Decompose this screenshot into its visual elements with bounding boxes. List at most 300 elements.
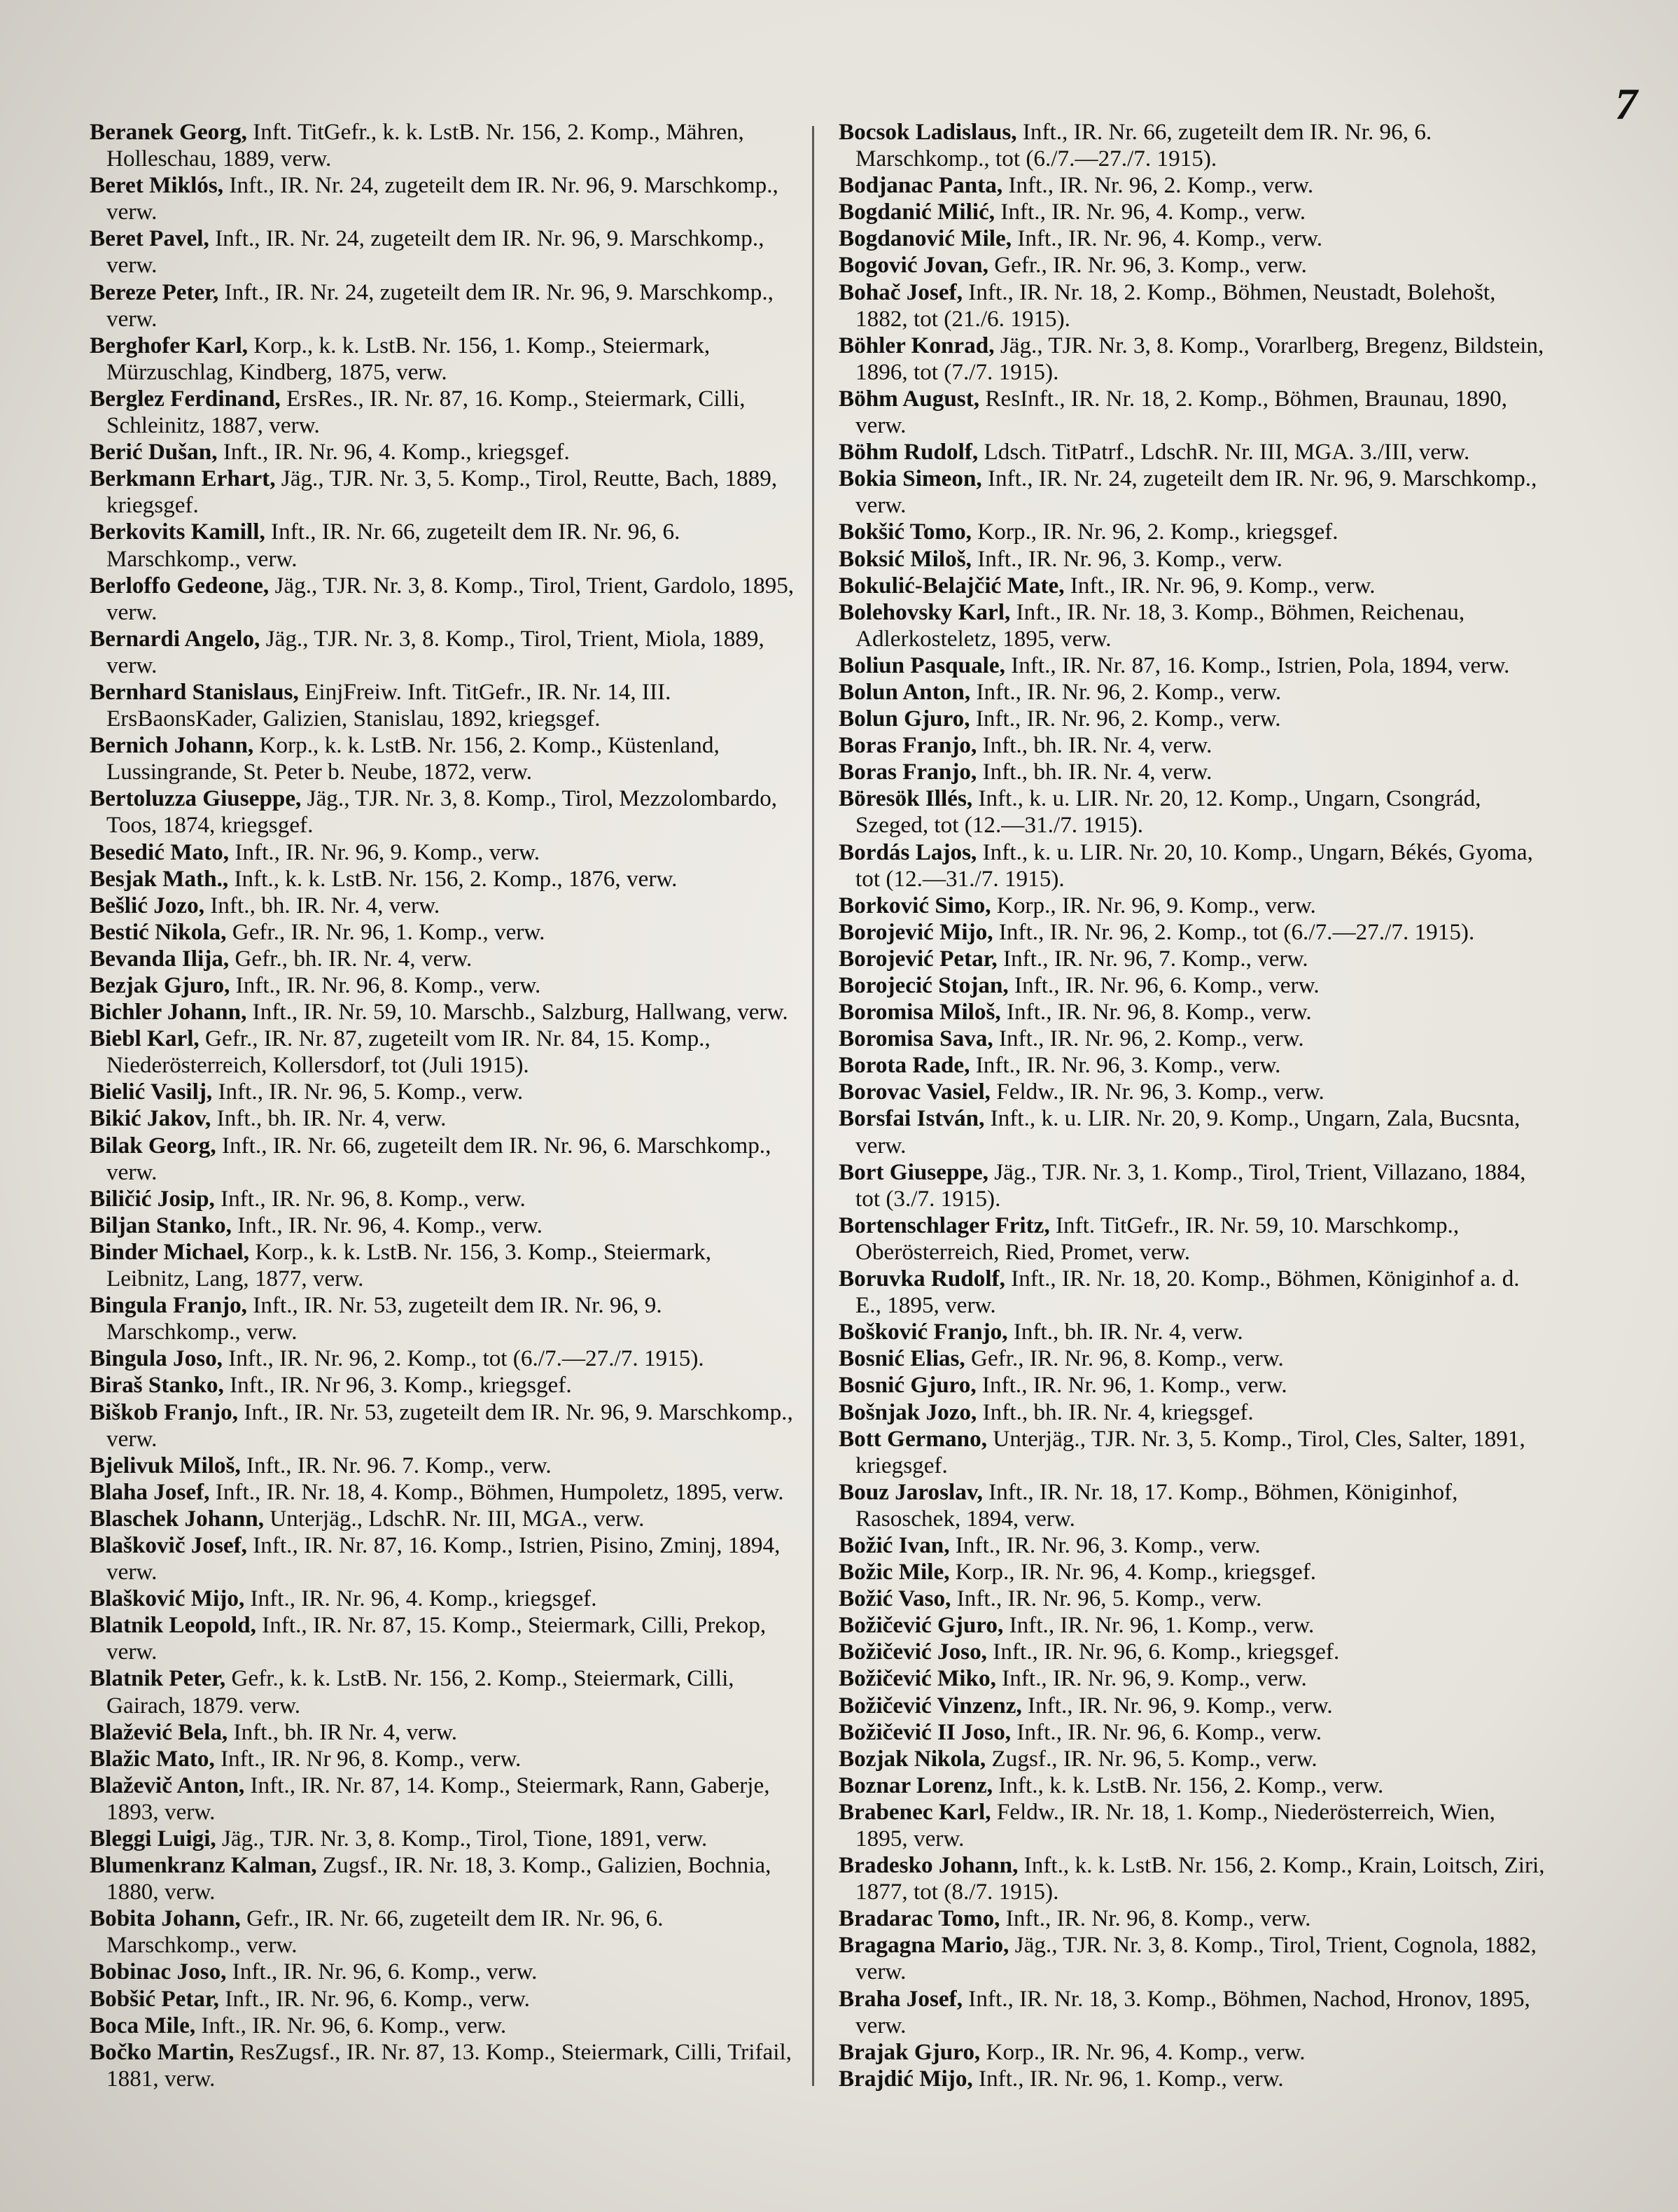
entry-name: Bogdanić Milić,: [839, 199, 995, 225]
entry-name: Božičević Joso,: [839, 1639, 987, 1665]
register-entry: [90, 1986, 797, 2012]
entry-details: Inft., IR. Nr. 96, 8. Komp., verw.: [1000, 1905, 1311, 1932]
entry-details: Jäg., TJR. Nr. 3, 8. Komp., Tirol, Tione, 1891, verw.: [216, 1826, 708, 1851]
entry-name: Blatnik Leopold,: [90, 1612, 256, 1639]
entry-name: Binder Michael,: [90, 1238, 250, 1265]
entry-name: Božic Mile,: [839, 1559, 950, 1586]
register-entry: [90, 1532, 797, 1586]
entry-name: Blaškovič Josef,: [90, 1532, 247, 1558]
entry-details: Inft., bh. IR. Nr. 4, verw.: [211, 1105, 447, 1132]
entry-name: Božić Vaso,: [839, 1586, 951, 1612]
register-entry: [90, 119, 797, 172]
entry-name: Berkovits Kamill,: [90, 519, 265, 545]
entry-name: Berić Dušan,: [90, 439, 218, 465]
entry-name: Böhm August,: [839, 385, 980, 412]
register-entry: [839, 1266, 1546, 1319]
entry-name: Brajak Gjuro,: [839, 2038, 981, 2065]
entry-details: Inft., IR. Nr. 18, 3. Komp., Böhmen, Nachod, Hronov, 1895, verw.: [855, 1985, 1530, 2038]
entry-details: Inft., IR. Nr. 66, zugeteilt dem IR. Nr. 96, 6. Marschkomp., verw.: [106, 519, 680, 572]
entry-name: Beranek Georg,: [90, 119, 247, 145]
entry-name: Bogdanović Mile,: [839, 225, 1012, 252]
register-entry: [90, 1239, 797, 1292]
left-column: [90, 119, 797, 2092]
entry-details: EinjFreiw. Inft. TitGefr., IR. Nr. 14, III. ErsBaonsKader, Galizien, Stanislau, 1892, kriegsgef.: [106, 678, 671, 732]
entry-details: Gefr., IR. Nr. 96, 8. Komp., verw.: [965, 1345, 1284, 1372]
entry-details: Inft., IR. Nr. 96, 6. Komp., verw.: [1011, 1718, 1322, 1745]
register-entry: [839, 1693, 1546, 1719]
register-entry: [90, 1372, 797, 1399]
register-entry: [839, 2066, 1546, 2092]
register-entry: [90, 1719, 797, 1746]
entry-name: Bodjanac Panta,: [839, 172, 1003, 199]
entry-details: Inft., bh. IR. Nr. 4, kriegsgef.: [977, 1399, 1254, 1425]
register-entry: [839, 573, 1546, 599]
page-number: 7: [1615, 79, 1637, 129]
entry-name: Bjelivuk Miloš,: [90, 1452, 241, 1478]
entry-details: Korp., IR. Nr. 96, 4. Komp., verw.: [980, 2038, 1306, 2065]
register-entry: [839, 732, 1546, 759]
register-entry: [839, 1079, 1546, 1105]
entry-details: Inft., IR. Nr. 96, 9. Komp., verw.: [1064, 572, 1376, 598]
register-entry: [839, 386, 1546, 439]
entry-details: Inft., IR. Nr 96, 8. Komp., verw.: [214, 1745, 522, 1772]
register-entry: [839, 1399, 1546, 1426]
register-entry: [839, 1639, 1546, 1665]
entry-name: Berloffo Gedeone,: [90, 572, 270, 598]
entry-details: Inft., k. u. LIR. Nr. 20, 12. Komp., Ungarn, Csongrád, Szeged, tot (12.—31./7. 1915).: [855, 785, 1481, 839]
register-entry: [839, 706, 1546, 732]
entry-details: Inft., IR. Nr. 96, 6. Komp., verw.: [226, 1959, 538, 1985]
entry-details: Jäg., TJR. Nr. 3, 8. Komp., Tirol, Trient, Cognola, 1882, verw.: [855, 1932, 1537, 1985]
entry-details: Inft., IR. Nr. 66, zugeteilt dem IR. Nr. 96, 6. Marschkomp., verw.: [106, 1132, 771, 1185]
entry-details: Inft., k. u. LIR. Nr. 20, 10. Komp., Ungarn, Békés, Gyoma, tot (12.—31./7. 1915).: [855, 839, 1533, 892]
register-entry: [839, 679, 1546, 706]
entry-details: Inft., IR. Nr. 96, 5. Komp., verw.: [951, 1586, 1262, 1612]
entry-details: Inft., k. u. LIR. Nr. 20, 9. Komp., Ungarn, Zala, Bucsnta, verw.: [855, 1105, 1520, 1158]
entry-name: Borković Simo,: [839, 892, 991, 918]
register-entry: [90, 2012, 797, 2039]
register-entry: [90, 2039, 797, 2092]
right-column: [839, 119, 1546, 2092]
entry-name: Bošnjak Jozo,: [839, 1399, 977, 1425]
register-entry: [90, 1133, 797, 1186]
register-entry: [90, 785, 797, 839]
entry-details: Inft., IR. Nr. 53, zugeteilt dem IR. Nr. 96, 9. Marschkomp., verw.: [106, 1399, 793, 1452]
entry-details: Zugsf., IR. Nr. 96, 5. Komp., verw.: [986, 1745, 1317, 1772]
register-entry: [90, 279, 797, 332]
register-entry: [839, 972, 1546, 999]
register-entry: [839, 1719, 1546, 1746]
entry-details: Inft., IR. Nr. 96, 4. Komp., verw.: [995, 199, 1306, 225]
entry-name: Bezjak Gjuro,: [90, 972, 230, 998]
entry-name: Berghofer Karl,: [90, 332, 249, 358]
entry-details: ErsRes., IR. Nr. 87, 16. Komp., Steiermark, Cilli, Schleinitz, 1887, verw.: [106, 385, 746, 439]
register-entry: [839, 1772, 1546, 1799]
entry-details: Inft., IR. Nr. 96, 9. Komp., verw.: [1021, 1692, 1333, 1718]
register-entry: [839, 1932, 1546, 1985]
entry-name: Biškob Franjo,: [90, 1399, 239, 1425]
register-entry: [839, 2039, 1546, 2066]
register-entry: [90, 1905, 797, 1959]
entry-name: Boksić Miloš,: [839, 545, 972, 572]
register-entry: [90, 386, 797, 439]
register-entry: [839, 1905, 1546, 1932]
entry-name: Borota Rade,: [839, 1052, 970, 1079]
entry-name: Boromisa Miloš,: [839, 999, 1001, 1026]
register-entry: [839, 1105, 1546, 1158]
entry-details: Inft., IR. Nr. 96, 9. Komp., verw.: [229, 839, 540, 865]
entry-name: Besjak Math.,: [90, 865, 229, 892]
register-entry: [90, 919, 797, 946]
register-entry: [839, 1532, 1546, 1559]
register-entry: [90, 573, 797, 626]
column-divider: [812, 126, 814, 2086]
entry-name: Bosnić Elias,: [839, 1345, 965, 1372]
entry-name: Boruvka Rudolf,: [839, 1266, 1005, 1292]
register-entry: [839, 759, 1546, 785]
entry-details: Gefr., IR. Nr. 96, 3. Komp., verw.: [988, 252, 1307, 279]
entry-name: Borojević Mijo,: [839, 918, 993, 945]
entry-details: Gefr., bh. IR. Nr. 4, verw.: [229, 945, 473, 972]
entry-name: Borojević Petar,: [839, 945, 998, 972]
entry-name: Biraš Stanko,: [90, 1372, 224, 1399]
entry-name: Böhm Rudolf,: [839, 439, 979, 465]
register-entry: [839, 252, 1546, 279]
register-entry: [839, 1799, 1546, 1852]
entry-name: Bort Giuseppe,: [839, 1158, 988, 1185]
entry-name: Blažic Mato,: [90, 1745, 215, 1772]
register-entry: [90, 1452, 797, 1479]
register-entry: [90, 866, 797, 892]
register-entry: [839, 652, 1546, 679]
entry-name: Bobita Johann,: [90, 1905, 241, 1932]
register-entry: [90, 1479, 797, 1506]
register-entry: [839, 332, 1546, 386]
entry-details: Inft., IR. Nr. 96, 1. Komp., verw.: [976, 1372, 1287, 1399]
register-entry: [839, 1665, 1546, 1692]
register-entry: [90, 1212, 797, 1239]
register-entry: [90, 1079, 797, 1105]
register-entry: [839, 1345, 1546, 1372]
entry-name: Borovac Vasiel,: [839, 1079, 991, 1105]
entry-details: Inft., IR. Nr. 96, 8. Komp., verw.: [230, 972, 541, 998]
entry-details: Inft., IR. Nr. 96, 2. Komp., tot (6./7.—27./7. 1915).: [993, 918, 1475, 945]
entry-name: Bohač Josef,: [839, 279, 963, 305]
entry-name: Borsfai István,: [839, 1105, 985, 1132]
entry-details: Korp., IR. Nr. 96, 4. Komp., kriegsgef.: [949, 1559, 1317, 1586]
register-entry: [839, 1052, 1546, 1079]
entry-name: Bokia Simeon,: [839, 465, 982, 492]
register-entry: [839, 1746, 1546, 1772]
entry-name: Boromisa Sava,: [839, 1026, 993, 1052]
entry-details: Korp., IR. Nr. 96, 9. Komp., verw.: [991, 892, 1316, 918]
entry-details: Inft., IR. Nr. 96, 7. Komp., verw.: [997, 945, 1308, 972]
entry-name: Brabenec Karl,: [839, 1798, 991, 1825]
entry-details: Inft., IR. Nr. 24, zugeteilt dem IR. Nr. 96, 9. Marschkomp., verw.: [106, 225, 764, 279]
entry-name: Blaschek Johann,: [90, 1505, 264, 1532]
entry-details: Inft., k. k. LstB. Nr. 156, 2. Komp., Krain, Loitsch, Ziri, 1877, tot (8./7. 1915).: [855, 1852, 1545, 1905]
entry-details: Korp., k. k. LstB. Nr. 156, 1. Komp., Steiermark, Mürzuschlag, Kindberg, 1875, verw.: [106, 332, 711, 385]
register-entry: [839, 1426, 1546, 1479]
entry-name: Bolehovsky Karl,: [839, 598, 1011, 625]
register-entry: [839, 1026, 1546, 1052]
register-entry: [90, 1852, 797, 1905]
entry-details: Inft., IR. Nr. 87, 16. Komp., Istrien, Pola, 1894, verw.: [1005, 652, 1510, 678]
entry-name: Bordás Lajos,: [839, 839, 977, 865]
register-entry: [90, 1186, 797, 1212]
entry-name: Borojecić Stojan,: [839, 972, 1009, 998]
entry-name: Böresök Illés,: [839, 785, 973, 812]
entry-name: Bingula Franjo,: [90, 1292, 247, 1319]
entry-details: Inft., IR. Nr. 96, 1. Komp., verw.: [1003, 1612, 1315, 1639]
register-entry: [839, 546, 1546, 573]
entry-details: Korp., IR. Nr. 96, 2. Komp., kriegsgef.: [971, 519, 1338, 545]
register-entry: [90, 225, 797, 279]
register-entry: [839, 519, 1546, 545]
register-entry: [90, 519, 797, 572]
entry-details: Inft., IR. Nr. 96, 1. Komp., verw.: [972, 2065, 1284, 2092]
register-entry: [839, 1372, 1546, 1399]
entry-details: Inft., IR. Nr. 18, 20. Komp., Böhmen, Königinhof a. d. E., 1895, verw.: [855, 1266, 1520, 1319]
entry-name: Beret Pavel,: [90, 225, 209, 252]
register-entry: [90, 626, 797, 679]
entry-details: ResZugsf., IR. Nr. 87, 13. Komp., Steiermark, Cilli, Trifail, 1881, verw.: [106, 2038, 792, 2092]
register-entry: [90, 999, 797, 1026]
entry-name: Božičević Miko,: [839, 1665, 996, 1692]
entry-details: Inft., IR. Nr. 96, 6. Komp., verw.: [1008, 972, 1320, 998]
register-entry: [90, 839, 797, 866]
entry-details: Inft., IR. Nr. 96, 3. Komp., verw.: [949, 1532, 1261, 1558]
entry-details: Inft., bh. IR. Nr. 4, verw.: [1007, 1319, 1243, 1345]
entry-name: Bestić Nikola,: [90, 918, 227, 945]
entry-details: Unterjäg., LdschR. Nr. III, MGA., verw.: [264, 1505, 645, 1532]
entry-name: Böhler Konrad,: [839, 332, 995, 358]
entry-details: Inft., IR. Nr. 96, 5. Komp., verw.: [212, 1079, 524, 1105]
register-entry: [90, 1292, 797, 1345]
register-entry: [90, 1959, 797, 1985]
entry-details: Inft., IR. Nr. 96, 6. Komp., verw.: [195, 2012, 507, 2038]
entry-details: Jäg., TJR. Nr. 3, 8. Komp., Tirol, Trient, Gardolo, 1895, verw.: [106, 572, 795, 625]
entry-name: Biličić Josip,: [90, 1185, 215, 1212]
entry-name: Bingula Joso,: [90, 1345, 223, 1372]
entry-details: Inft., IR. Nr. 18, 17. Komp., Böhmen, Königinhof, Rasoschek, 1894, verw.: [855, 1478, 1458, 1532]
entry-name: Bertoluzza Giuseppe,: [90, 785, 302, 812]
entry-name: Bočko Martin,: [90, 2038, 235, 2065]
register-entry: [839, 999, 1546, 1026]
entry-name: Boras Franjo,: [839, 732, 977, 759]
entry-details: Inft. TitGefr., IR. Nr. 59, 10. Marschkomp., Oberösterreich, Ried, Promet, verw.: [855, 1212, 1460, 1265]
entry-name: Brajdić Mijo,: [839, 2065, 973, 2092]
entry-name: Blumenkranz Kalman,: [90, 1852, 317, 1879]
register-entry: [839, 172, 1546, 199]
register-entry: [90, 972, 797, 999]
register-entry: [839, 225, 1546, 252]
entry-details: Inft., IR. Nr. 87, 14. Komp., Steiermark, Rann, Gaberje, 1893, verw.: [106, 1772, 770, 1825]
entry-details: Inft., IR. Nr. 96, 4. Komp., verw.: [1012, 225, 1323, 252]
register-entry: [839, 119, 1546, 172]
entry-name: Bevanda Ilija,: [90, 945, 230, 972]
register-entry: [839, 892, 1546, 919]
entry-details: Inft., IR. Nr. 96, 4. Komp., kriegsgef.: [244, 1586, 597, 1612]
register-entry: [839, 439, 1546, 465]
entry-details: Inft., IR. Nr. 96, 3. Komp., verw.: [970, 1052, 1281, 1079]
entry-name: Bradarac Tomo,: [839, 1905, 1000, 1932]
register-entry: [839, 1319, 1546, 1345]
entry-details: Inft., IR. Nr. 96, 2. Komp., verw.: [993, 1026, 1304, 1052]
entry-name: Braha Josef,: [839, 1985, 963, 2012]
entry-name: Bobšić Petar,: [90, 1985, 219, 2012]
entry-name: Bradesko Johann,: [839, 1852, 1019, 1879]
entry-details: Inft., IR. Nr. 96, 2. Komp., tot (6./7.—27./7. 1915).: [222, 1345, 704, 1372]
entry-details: Inft., IR. Nr. 96, 2. Komp., verw.: [970, 678, 1282, 705]
register-entry: [839, 465, 1546, 519]
register-entry: [839, 919, 1546, 946]
entry-details: Inft., IR. Nr. 96, 3. Komp., verw.: [971, 545, 1282, 572]
entry-name: Bortenschlager Fritz,: [839, 1212, 1050, 1238]
entry-name: Boznar Lorenz,: [839, 1772, 993, 1798]
entry-details: Inft., IR. Nr. 53, zugeteilt dem IR. Nr. 96, 9. Marschkomp., verw.: [106, 1292, 662, 1345]
entry-details: Zugsf., IR. Nr. 18, 3. Komp., Galizien, Bochnia, 1880, verw.: [106, 1852, 771, 1905]
entry-details: Inft., bh. IR. Nr. 4, verw.: [977, 759, 1212, 785]
entry-name: Bolun Gjuro,: [839, 706, 970, 732]
entry-details: Inft., IR. Nr. 96, 9. Komp., verw.: [995, 1665, 1307, 1692]
entry-name: Besedić Mato,: [90, 839, 230, 865]
entry-name: Bichler Johann,: [90, 999, 247, 1026]
entry-name: Berkmann Erhart,: [90, 465, 276, 492]
register-entry: [839, 1852, 1546, 1905]
entry-details: Inft., IR. Nr. 96, 4. Komp., kriegsgef.: [217, 439, 570, 465]
register-entry: [839, 785, 1546, 839]
entry-details: Inft., IR. Nr. 96. 7. Komp., verw.: [240, 1452, 552, 1478]
entry-details: Feldw., IR. Nr. 96, 3. Komp., verw.: [990, 1079, 1324, 1105]
entry-details: Jäg., TJR. Nr. 3, 1. Komp., Tirol, Trient, Villazano, 1884, tot (3./7. 1915).: [855, 1158, 1526, 1212]
entry-details: Gefr., IR. Nr. 87, zugeteilt vom IR. Nr. 84, 15. Komp., Niederösterreich, Kollersdorf, tot (Juli 1915).: [106, 1026, 711, 1079]
entry-name: Berglez Ferdinand,: [90, 385, 281, 412]
entry-name: Blažević Bela,: [90, 1718, 228, 1745]
entry-name: Božičević Vinzenz,: [839, 1692, 1022, 1718]
entry-name: Bošković Franjo,: [839, 1319, 1008, 1345]
entry-details: Inft., IR. Nr. 96, 8. Komp., verw.: [1000, 999, 1312, 1026]
register-entry: [90, 332, 797, 386]
entry-details: Inft., k. k. LstB. Nr. 156, 2. Komp., verw.: [993, 1772, 1384, 1798]
entry-name: Bragagna Mario,: [839, 1932, 1009, 1959]
entry-details: Inft., IR. Nr. 24, zugeteilt dem IR. Nr. 96, 9. Marschkomp., verw.: [106, 172, 778, 225]
entry-name: Bokšić Tomo,: [839, 519, 972, 545]
register-entry: [839, 599, 1546, 652]
entry-details: Inft., IR. Nr. 66, zugeteilt dem IR. Nr. 96, 6. Marschkomp., tot (6./7.—27./7. 1915).: [855, 119, 1432, 172]
register-entry: [90, 465, 797, 519]
entry-details: Korp., k. k. LstB. Nr. 156, 2. Komp., Küstenland, Lussingrande, St. Peter b. Neube, 1872, verw.: [106, 732, 720, 785]
entry-details: Jäg., TJR. Nr. 3, 5. Komp., Tirol, Reutte, Bach, 1889, kriegsgef.: [106, 465, 778, 519]
entry-name: Bleggi Luigi,: [90, 1826, 216, 1851]
entry-details: Inft., IR. Nr. 24, zugeteilt dem IR. Nr. 96, 9. Marschkomp., verw.: [855, 465, 1537, 519]
entry-name: Blatnik Peter,: [90, 1665, 226, 1692]
entry-name: Bott Germano,: [839, 1425, 987, 1452]
entry-details: Feldw., IR. Nr. 18, 1. Komp., Niederösterreich, Wien, 1895, verw.: [855, 1798, 1495, 1851]
entry-details: Inft., IR. Nr. 59, 10. Marschb., Salzburg, Hallwang, verw.: [246, 999, 788, 1026]
entry-name: Biljan Stanko,: [90, 1212, 232, 1238]
entry-name: Bozjak Nikola,: [839, 1745, 986, 1772]
entry-name: Bokulić-Belajčić Mate,: [839, 572, 1065, 598]
entry-details: Inft., IR. Nr. 96, 2. Komp., verw.: [1002, 172, 1314, 199]
entry-details: Inft., IR. Nr. 96, 6. Komp., verw.: [218, 1985, 530, 2012]
register-entry: [839, 1612, 1546, 1639]
entry-details: Inft., bh. IR. Nr. 4, verw.: [204, 892, 440, 918]
entry-details: Jäg., TJR. Nr. 3, 8. Komp., Tirol, Mezzolombardo, Toos, 1874, kriegsgef.: [106, 785, 778, 839]
register-entry: [90, 172, 797, 225]
register-entry: [90, 679, 797, 732]
register-entry: [90, 439, 797, 465]
entry-name: Blaževič Anton,: [90, 1772, 245, 1798]
entry-details: Korp., k. k. LstB. Nr. 156, 3. Komp., Steiermark, Leibnitz, Lang, 1877, verw.: [106, 1238, 712, 1292]
register-entry: [90, 1026, 797, 1079]
entry-details: ResInft., IR. Nr. 18, 2. Komp., Böhmen, Braunau, 1890, verw.: [855, 385, 1508, 439]
entry-name: Božičević II Joso,: [839, 1718, 1012, 1745]
register-entry: [90, 1586, 797, 1612]
entry-name: Bolun Anton,: [839, 678, 971, 705]
entry-details: Jäg., TJR. Nr. 3, 8. Komp., Vorarlberg, Bregenz, Bildstein, 1896, tot (7./7. 1915).: [855, 332, 1544, 385]
register-entry: [90, 1506, 797, 1532]
entry-name: Bobinac Joso,: [90, 1959, 227, 1985]
register-entry: [90, 1345, 797, 1372]
register-entry: [90, 732, 797, 785]
register-entry: [839, 1159, 1546, 1212]
entry-name: Blašković Mijo,: [90, 1586, 245, 1612]
register-entry: [90, 1826, 797, 1852]
entry-name: Boliun Pasquale,: [839, 652, 1005, 678]
entry-name: Bernich Johann,: [90, 732, 254, 759]
entry-name: Bosnić Gjuro,: [839, 1372, 977, 1399]
register-entry: [90, 1105, 797, 1132]
entry-name: Bogović Jovan,: [839, 252, 988, 279]
register-entry: [90, 1612, 797, 1665]
entry-name: Bikić Jakov,: [90, 1105, 211, 1132]
register-entry: [90, 1665, 797, 1718]
register-entry: [839, 1986, 1546, 2039]
entry-details: Inft., IR. Nr. 87, 15. Komp., Steiermark, Cilli, Prekop, verw.: [106, 1612, 767, 1665]
register-entry: [90, 892, 797, 919]
entry-name: Bouz Jaroslav,: [839, 1478, 983, 1505]
register-entry: [839, 1559, 1546, 1586]
entry-name: Bocsok Ladislaus,: [839, 119, 1017, 145]
entry-name: Boras Franjo,: [839, 759, 977, 785]
entry-name: Boca Mile,: [90, 2012, 196, 2038]
entry-details: Inft., bh. IR. Nr. 4, verw.: [977, 732, 1212, 759]
entry-details: Inft. TitGefr., k. k. LstB. Nr. 156, 2. Komp., Mähren, Holleschau, 1889, verw.: [106, 119, 744, 172]
register-entry: [839, 1479, 1546, 1532]
register-entry: [839, 946, 1546, 972]
entry-details: Gefr., IR. Nr. 66, zugeteilt dem IR. Nr. 96, 6. Marschkomp., verw.: [106, 1905, 664, 1959]
entry-details: Unterjäg., TJR. Nr. 3, 5. Komp., Tirol, Cles, Salter, 1891, kriegsgef.: [855, 1425, 1525, 1478]
entry-name: Bernardi Angelo,: [90, 625, 260, 652]
register-entry: [839, 199, 1546, 225]
register-entry: [839, 1212, 1546, 1266]
register-entry: [90, 1399, 797, 1452]
entry-details: Inft., IR. Nr. 96, 2. Komp., verw.: [970, 706, 1281, 732]
entry-name: Božičević Gjuro,: [839, 1612, 1004, 1639]
register-entry: [839, 839, 1546, 892]
entry-details: Inft., IR. Nr. 96, 6. Komp., kriegsgef.: [986, 1639, 1340, 1665]
entry-details: Inft., IR. Nr. 18, 4. Komp., Böhmen, Humpoletz, 1895, verw.: [209, 1478, 784, 1505]
register-entry: [90, 1772, 797, 1826]
entry-details: Inft., IR. Nr. 18, 2. Komp., Böhmen, Neustadt, Bolehošt, 1882, tot (21./6. 1915).: [855, 279, 1496, 332]
entry-name: Bereze Peter,: [90, 279, 219, 305]
register-entry: [839, 279, 1546, 332]
entry-name: Bešlić Jozo,: [90, 892, 205, 918]
entry-details: Inft., IR. Nr. 87, 16. Komp., Istrien, Pisino, Zminj, 1894, verw.: [106, 1532, 781, 1586]
entry-details: Inft., IR. Nr. 18, 3. Komp., Böhmen, Reichenau, Adlerkosteletz, 1895, verw.: [855, 598, 1465, 652]
register-entry: [90, 1746, 797, 1772]
